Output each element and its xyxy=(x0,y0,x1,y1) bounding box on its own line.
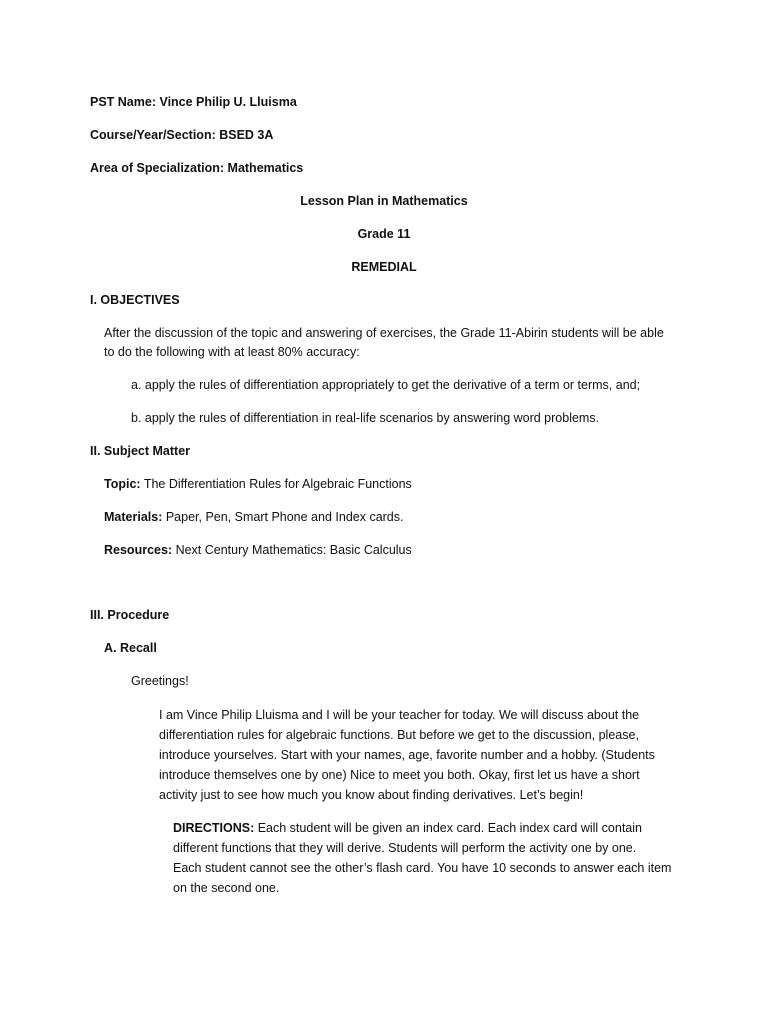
intro-line-3: introduce yourselves. Start with your names, age, favorite number and a hobby. (Students xyxy=(159,748,655,762)
directions-line-2: different functions that they will derive. Students will perform the activity one by one. xyxy=(173,841,637,855)
greeting-text: Greetings! xyxy=(131,674,189,688)
objective-item-a: a. apply the rules of differentiation appropriately to get the derivative of a term or terms, and; xyxy=(131,378,641,392)
procedure-heading: III. Procedure xyxy=(90,608,170,622)
course-section: Course/Year/Section: BSED 3A xyxy=(90,128,274,142)
area-of-specialization: Area of Specialization: Mathematics xyxy=(90,161,304,175)
resources-line xyxy=(104,540,412,560)
remedial-label: REMEDIAL xyxy=(351,260,417,274)
resources-value: Next Century Mathematics: Basic Calculus xyxy=(172,543,412,557)
intro-line-2: differentiation rules for algebraic functions. But before we get to the discussion, please, xyxy=(159,728,639,742)
topic-label: Topic: xyxy=(104,477,141,491)
materials-value: Paper, Pen, Smart Phone and Index cards. xyxy=(162,510,404,524)
directions-line-3: Each student cannot see the other’s flash card. You have 10 seconds to answer each item xyxy=(173,861,672,875)
pst-name: PST Name: Vince Philip U. Lluisma xyxy=(90,95,297,109)
intro-line-4: introduce themselves one by one) Nice to meet you both. Okay, first let us have a short xyxy=(159,768,640,782)
objectives-intro-line-1: After the discussion of the topic and answering of exercises, the Grade 11-Abirin students will be able xyxy=(104,326,664,340)
directions-line-1 xyxy=(173,818,642,838)
objectives-intro-line-2: to do the following with at least 80% accuracy: xyxy=(104,345,360,359)
topic-line xyxy=(104,474,412,494)
intro-line-5: activity just to see how much you know about finding derivatives. Let’s begin! xyxy=(159,788,584,802)
directions-text-start: Each student will be given an index card. Each index card will contain xyxy=(254,821,642,835)
topic-value: The Differentiation Rules for Algebraic Functions xyxy=(140,477,412,491)
objectives-heading: I. OBJECTIVES xyxy=(90,293,180,307)
directions-line-4: on the second one. xyxy=(173,881,280,895)
intro-line-1: I am Vince Philip Lluisma and I will be your teacher for today. We will discuss about the xyxy=(159,708,640,722)
recall-heading: A. Recall xyxy=(104,641,157,655)
materials-line xyxy=(104,507,403,527)
lesson-plan-title: Lesson Plan in Mathematics xyxy=(300,194,468,208)
grade-label: Grade 11 xyxy=(357,227,411,241)
directions-label: DIRECTIONS: xyxy=(173,821,255,835)
objective-item-b: b. apply the rules of differentiation in real-life scenarios by answering word problems. xyxy=(131,411,600,425)
materials-label: Materials: xyxy=(104,510,163,524)
subject-matter-heading: II. Subject Matter xyxy=(90,444,191,458)
resources-label: Resources: xyxy=(104,543,173,557)
